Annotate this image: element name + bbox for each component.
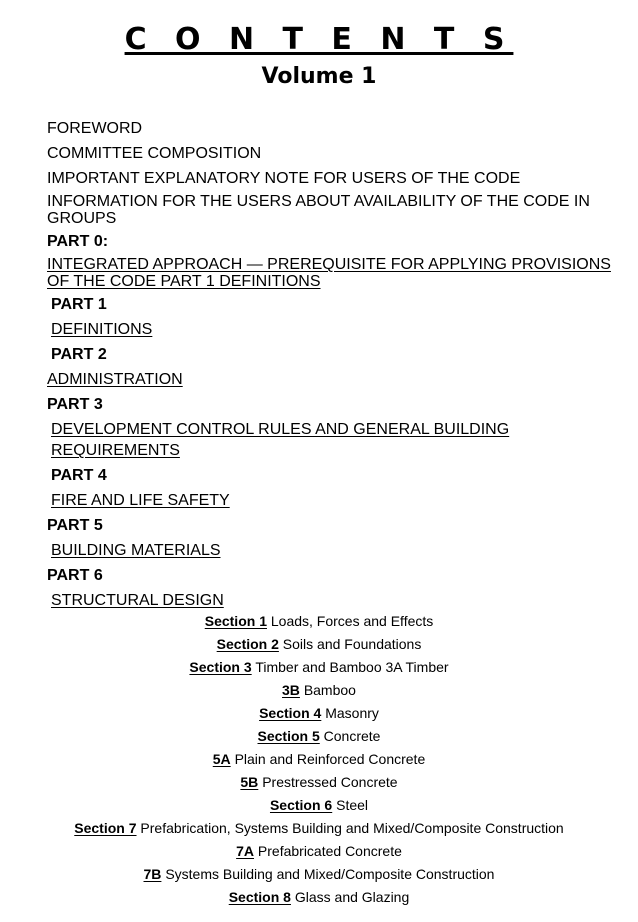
section-entry (0, 610, 638, 633)
section-title: Prefabrication, Systems Building and Mixed/Composite Construction (140, 820, 564, 836)
section-entry (0, 771, 638, 794)
section-title: Steel (336, 797, 369, 813)
part-3-link[interactable]: DEVELOPMENT CONTROL RULES AND GENERAL BUILDING REQUIREMENTS (51, 421, 510, 459)
section-link[interactable]: Section 6 (269, 797, 333, 813)
part-6-link[interactable]: STRUCTURAL DESIGN (51, 592, 224, 609)
section-entry (0, 817, 638, 840)
section-title: Glass and Glazing (294, 889, 410, 905)
section-link[interactable]: 7A (236, 843, 255, 859)
volume-heading: Volume 1 (261, 64, 377, 89)
section-title: Systems Building and Mixed/Composite Construction (165, 866, 495, 882)
section-link[interactable]: Section 3 (189, 659, 252, 675)
section-title: Prestressed Concrete (262, 774, 398, 790)
toc-explanatory-note[interactable]: IMPORTANT EXPLANATORY NOTE FOR USERS OF THE CODE (47, 170, 521, 187)
section-entry (0, 656, 638, 679)
section-title: Timber and Bamboo 3A Timber (255, 659, 449, 675)
section-entry (0, 748, 638, 771)
section-link[interactable]: Section 8 (228, 889, 291, 905)
section-entry (0, 840, 638, 863)
section-entry (0, 702, 638, 725)
section-link[interactable]: 5B (240, 774, 259, 790)
part-4-heading: PART 4 (51, 467, 107, 484)
part-0-heading: PART 0: (47, 233, 109, 250)
section-title: Loads, Forces and Effects (270, 613, 434, 629)
part-1-heading: PART 1 (51, 296, 107, 313)
part-3-heading: PART 3 (47, 396, 103, 413)
section-link[interactable]: Section 7 (74, 820, 137, 836)
section-link[interactable]: 5A (212, 751, 231, 767)
section-entry (0, 863, 638, 886)
section-entry (0, 679, 638, 702)
part-2-link[interactable]: ADMINISTRATION (47, 371, 183, 388)
section-title: Masonry (325, 705, 379, 721)
section-link[interactable]: Section 5 (257, 728, 320, 744)
part-1-link[interactable]: DEFINITIONS (51, 321, 153, 338)
toc-foreword[interactable]: FOREWORD (47, 120, 143, 137)
section-entry (0, 886, 638, 909)
part-0-link[interactable]: INTEGRATED APPROACH — PREREQUISITE FOR APPLYING PROVISIONS OF THE CODE PART 1 DEFINITIONS (47, 256, 611, 290)
part-2-heading: PART 2 (51, 346, 107, 363)
section-title: Prefabricated Concrete (257, 843, 402, 859)
section-entry (0, 725, 638, 748)
table-of-contents (47, 118, 627, 615)
section-link[interactable]: Section 2 (216, 636, 279, 652)
part-5-link[interactable]: BUILDING MATERIALS (51, 542, 221, 559)
section-link[interactable]: 3B (282, 682, 300, 698)
section-link[interactable]: Section 4 (259, 705, 322, 721)
page-title: C O N T E N T S (124, 22, 514, 57)
toc-availability-info[interactable]: INFORMATION FOR THE USERS ABOUT AVAILABILITY OF THE CODE IN GROUPS (47, 193, 590, 227)
section-title: Soils and Foundations (282, 636, 422, 652)
section-list (0, 610, 638, 909)
part-5-heading: PART 5 (47, 517, 103, 534)
section-link[interactable]: 7B (143, 866, 162, 882)
section-title: Bamboo (303, 682, 356, 698)
part-4-link[interactable]: FIRE AND LIFE SAFETY (51, 492, 230, 509)
part-6-heading: PART 6 (47, 567, 103, 584)
section-link[interactable]: Section 1 (204, 613, 267, 629)
toc-committee-composition[interactable]: COMMITTEE COMPOSITION (47, 145, 262, 162)
section-entry (0, 794, 638, 817)
section-title: Concrete (323, 728, 381, 744)
section-entry (0, 633, 638, 656)
section-title: Plain and Reinforced Concrete (234, 751, 426, 767)
